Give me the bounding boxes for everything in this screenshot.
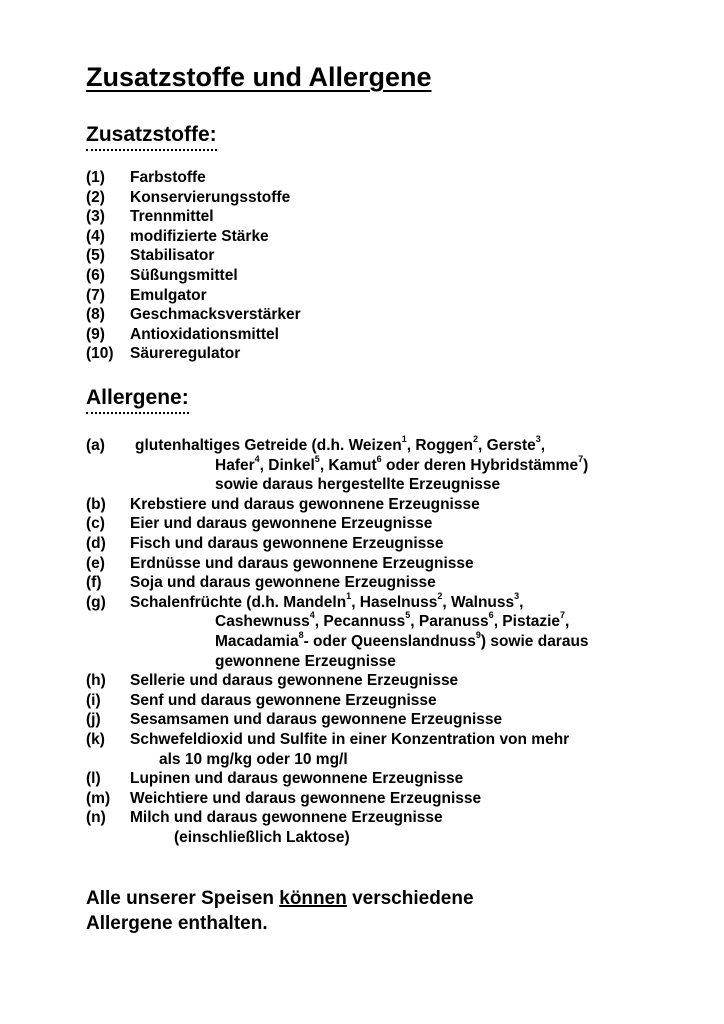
additive-item (86, 168, 301, 188)
item-marker: (7) (86, 286, 105, 304)
item-text: Antioxidationsmittel (130, 325, 279, 343)
item-text: Krebstiere und daraus gewonnene Erzeugnisse (130, 495, 480, 513)
additives-list (86, 168, 301, 364)
allergen-item-e (86, 554, 589, 574)
item-marker: (6) (86, 266, 105, 284)
additives-heading: Zusatzstoffe: (86, 122, 217, 151)
item-marker: (h) (86, 672, 106, 690)
allergen-item-l (86, 769, 589, 789)
item-marker: (n) (86, 809, 106, 827)
item-text: modifizierte Stärke (130, 227, 269, 245)
item-text: Stabilisator (130, 247, 215, 265)
item-text: Geschmacksverstärker (130, 306, 301, 324)
item-marker: (9) (86, 325, 105, 343)
item-text: Soja und daraus gewonnene Erzeugnisse (130, 574, 436, 592)
item-text: Trennmittel (130, 208, 214, 226)
item-continuation: Macadamia$^8$- oder Queenslandnuss$^9$) sowie daraus (215, 629, 589, 650)
item-marker: (2) (86, 188, 105, 206)
item-marker: (3) (86, 208, 105, 226)
item-text: Schalenfrüchte (d.h. Mandeln$^1$, Haselnuss$^2$, Walnuss$^3$, (130, 590, 524, 611)
item-text: Sellerie und daraus gewonnene Erzeugnisse (130, 672, 459, 690)
item-text: Senf und daraus gewonnene Erzeugnisse (130, 691, 437, 709)
item-marker: (j) (86, 711, 101, 729)
additive-item (86, 286, 301, 306)
page-title: Zusatzstoffe und Allergene (86, 62, 432, 92)
allergen-item-h (86, 671, 589, 691)
item-text: Fisch und daraus gewonnene Erzeugnisse (130, 534, 444, 552)
additive-item (86, 246, 301, 266)
item-text: Eier und daraus gewonnene Erzeugnisse (130, 515, 433, 533)
allergen-item-j (86, 710, 589, 730)
item-marker: (5) (86, 247, 105, 265)
item-text: Süßungsmittel (130, 266, 238, 284)
item-marker: (i) (86, 691, 101, 709)
additive-item (86, 207, 301, 227)
additive-item (86, 325, 301, 345)
item-marker: (b) (86, 495, 106, 513)
item-text: Lupinen und daraus gewonnene Erzeugnisse (130, 770, 464, 788)
additive-item (86, 344, 301, 364)
allergen-item-m (86, 789, 589, 809)
item-text: Erdnüsse und daraus gewonnene Erzeugnisse (130, 554, 474, 572)
additive-item (86, 227, 301, 247)
item-marker: (d) (86, 534, 106, 552)
item-marker: (4) (86, 227, 105, 245)
allergen-item-a (86, 436, 589, 495)
allergen-item-g (86, 590, 589, 671)
item-marker: (8) (86, 306, 105, 324)
allergen-notice: Alle unserer Speisen können verschiedene Allergene enthalten. (86, 888, 474, 934)
item-marker: (1) (86, 169, 105, 186)
item-marker: (a) (86, 437, 105, 454)
item-continuation: als 10 mg/kg oder 10 mg/l (159, 750, 348, 768)
item-marker: (10) (86, 345, 114, 363)
item-marker: (m) (86, 789, 111, 807)
item-text: Konservierungsstoffe (130, 188, 291, 206)
item-marker: (k) (86, 730, 105, 748)
item-continuation: Cashewnuss$^4$, Pecannuss$^5$, Paranuss$^6$, Pistazie$^7$, (215, 610, 570, 631)
allergen-item-b (86, 495, 589, 515)
item-text: Milch und daraus gewonnene Erzeugnisse (130, 809, 443, 827)
item-marker: (c) (86, 515, 105, 533)
item-text: Sesamsamen und daraus gewonnene Erzeugnisse (130, 711, 503, 729)
allergen-item-d (86, 534, 589, 554)
allergens-heading: Allergene: (86, 385, 189, 414)
allergen-item-c (86, 514, 589, 534)
item-marker: (f) (86, 574, 102, 592)
additive-item (86, 188, 301, 208)
allergen-item-i (86, 691, 589, 711)
additive-item (86, 305, 301, 325)
allergen-item-n (86, 808, 589, 847)
allergen-item-f (86, 573, 589, 593)
item-text: Schwefeldioxid und Sulfite in einer Konzentration von mehr (130, 730, 570, 748)
allergen-item-k (86, 730, 589, 769)
item-text: glutenhaltiges Getreide (d.h. Weizen$^1$, Roggen$^2$, Gerste$^3$, (135, 434, 546, 454)
item-continuation: sowie daraus hergestellte Erzeugnisse (215, 476, 501, 494)
additive-item (86, 266, 301, 286)
item-continuation: Hafer$^4$, Dinkel$^5$, Kamut$^6$ oder deren Hybridstämme$^7$) (215, 453, 589, 474)
item-continuation: gewonnene Erzeugnisse (215, 652, 396, 670)
allergens-list (86, 436, 589, 847)
item-text: Weichtiere und daraus gewonnene Erzeugnisse (130, 789, 482, 807)
item-marker: (l) (86, 770, 101, 788)
item-text: Säureregulator (130, 345, 241, 363)
emphasis-text: können (279, 888, 347, 909)
item-text: Farbstoffe (130, 169, 206, 186)
item-marker: (e) (86, 554, 105, 572)
item-text: Emulgator (130, 286, 207, 304)
item-continuation: (einschließlich Laktose) (174, 828, 350, 846)
item-marker: (g) (86, 593, 106, 611)
